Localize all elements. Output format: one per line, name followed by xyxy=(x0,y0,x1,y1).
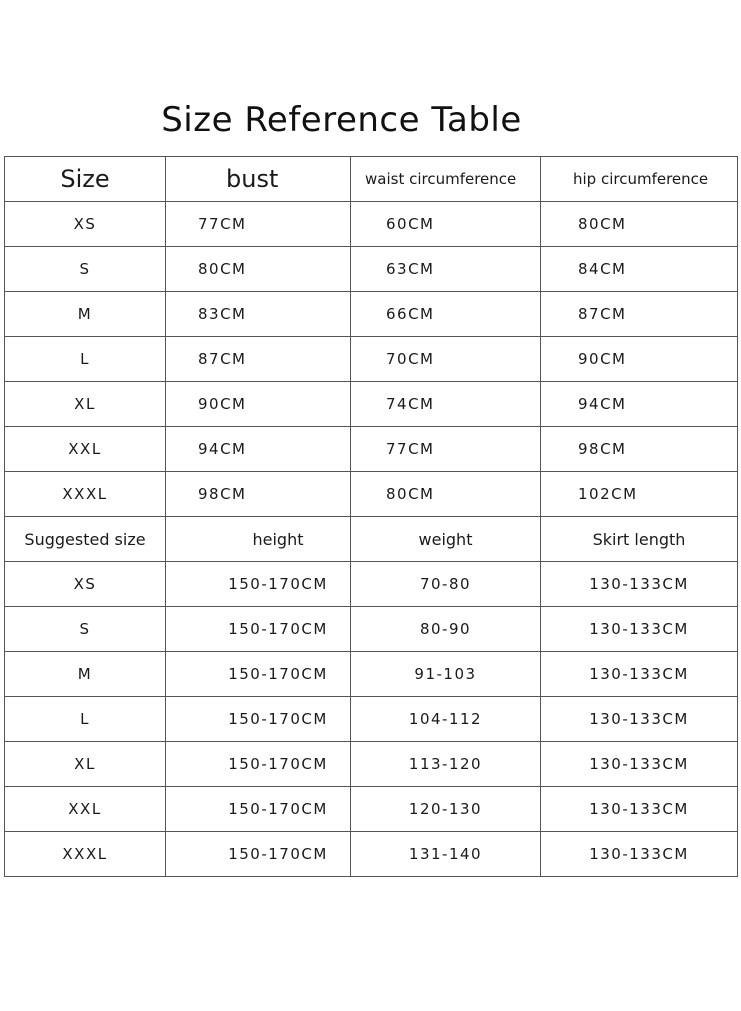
height-cell: 150-170CM xyxy=(166,697,351,742)
waist-cell: 77CM xyxy=(351,427,541,472)
table-row xyxy=(5,292,738,337)
table-row xyxy=(5,787,738,832)
size-cell: XS xyxy=(5,562,166,607)
table-row xyxy=(5,337,738,382)
header-hip: hip circumference xyxy=(541,157,738,202)
waist-cell: 60CM xyxy=(351,202,541,247)
bust-cell: 77CM xyxy=(166,202,351,247)
bust-cell: 90CM xyxy=(166,382,351,427)
height-cell: 150-170CM xyxy=(166,787,351,832)
height-cell: 150-170CM xyxy=(166,562,351,607)
waist-cell: 63CM xyxy=(351,247,541,292)
weight-cell: 120-130 xyxy=(351,787,541,832)
size-cell: XXL xyxy=(5,787,166,832)
size-cell: L xyxy=(5,697,166,742)
table-row xyxy=(5,607,738,652)
table-row xyxy=(5,652,738,697)
size-cell: XS xyxy=(5,202,166,247)
skirt-length-cell: 130-133CM xyxy=(541,787,738,832)
size-cell: XXXL xyxy=(5,832,166,877)
waist-cell: 74CM xyxy=(351,382,541,427)
header-bust: bust xyxy=(166,157,351,202)
hip-cell: 102CM xyxy=(541,472,738,517)
weight-cell: 104-112 xyxy=(351,697,541,742)
size-cell: S xyxy=(5,247,166,292)
size-cell: XL xyxy=(5,742,166,787)
weight-cell: 80-90 xyxy=(351,607,541,652)
table-row xyxy=(5,202,738,247)
table-row xyxy=(5,832,738,877)
size-cell: L xyxy=(5,337,166,382)
weight-cell: 70-80 xyxy=(351,562,541,607)
bust-cell: 87CM xyxy=(166,337,351,382)
header-skirt-length: Skirt length xyxy=(541,517,738,562)
size-cell: XL xyxy=(5,382,166,427)
hip-cell: 94CM xyxy=(541,382,738,427)
waist-cell: 70CM xyxy=(351,337,541,382)
skirt-length-cell: 130-133CM xyxy=(541,562,738,607)
waist-cell: 80CM xyxy=(351,472,541,517)
table-row xyxy=(5,742,738,787)
size-cell: S xyxy=(5,607,166,652)
bust-cell: 98CM xyxy=(166,472,351,517)
skirt-length-cell: 130-133CM xyxy=(541,697,738,742)
size-cell: XXL xyxy=(5,427,166,472)
hip-cell: 98CM xyxy=(541,427,738,472)
weight-cell: 131-140 xyxy=(351,832,541,877)
bust-cell: 83CM xyxy=(166,292,351,337)
size-cell: M xyxy=(5,292,166,337)
height-cell: 150-170CM xyxy=(166,832,351,877)
table-row xyxy=(5,382,738,427)
suggested-table-header-row xyxy=(5,517,738,562)
weight-cell: 113-120 xyxy=(351,742,541,787)
hip-cell: 84CM xyxy=(541,247,738,292)
skirt-length-cell: 130-133CM xyxy=(541,742,738,787)
header-weight: weight xyxy=(351,517,541,562)
table-row xyxy=(5,562,738,607)
table-row xyxy=(5,427,738,472)
weight-cell: 91-103 xyxy=(351,652,541,697)
waist-cell: 66CM xyxy=(351,292,541,337)
size-cell: M xyxy=(5,652,166,697)
bust-cell: 94CM xyxy=(166,427,351,472)
skirt-length-cell: 130-133CM xyxy=(541,607,738,652)
height-cell: 150-170CM xyxy=(166,742,351,787)
hip-cell: 80CM xyxy=(541,202,738,247)
table-row xyxy=(5,247,738,292)
size-table-header-row xyxy=(5,157,738,202)
header-height: height xyxy=(166,517,351,562)
size-reference-table xyxy=(4,156,738,877)
hip-cell: 90CM xyxy=(541,337,738,382)
size-cell: XXXL xyxy=(5,472,166,517)
header-size: Size xyxy=(5,157,166,202)
table-row xyxy=(5,697,738,742)
hip-cell: 87CM xyxy=(541,292,738,337)
skirt-length-cell: 130-133CM xyxy=(541,832,738,877)
table-row xyxy=(5,472,738,517)
header-waist: waist circumference xyxy=(351,157,541,202)
height-cell: 150-170CM xyxy=(166,652,351,697)
header-suggested-size: Suggested size xyxy=(5,517,166,562)
page-title: Size Reference Table xyxy=(161,100,522,140)
bust-cell: 80CM xyxy=(166,247,351,292)
height-cell: 150-170CM xyxy=(166,607,351,652)
skirt-length-cell: 130-133CM xyxy=(541,652,738,697)
